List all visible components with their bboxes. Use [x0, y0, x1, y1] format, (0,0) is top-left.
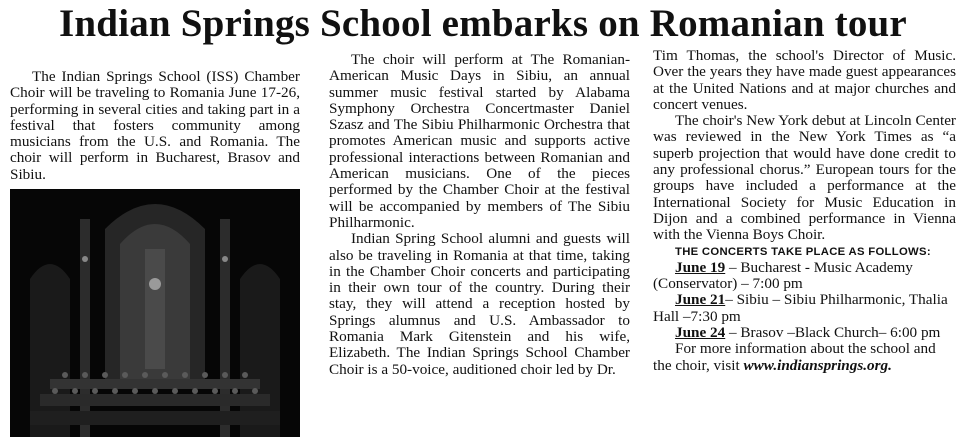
schedule-detail: – Bucharest - Music Academy (Conservator) – 7:00 pm	[653, 258, 913, 293]
schedule-heading: THE CONCERTS TAKE PLACE AS FOLLOWS:	[675, 245, 931, 258]
schedule-date: June 21	[675, 291, 726, 309]
column-1	[10, 69, 300, 183]
intro-paragraph: The Indian Springs School (ISS) Chamber Choir will be traveling to Romania June 17-26, performing in several cities and taking part in a festival that fosters community among musicians from the U.S. and Romania. The choir will perform in Bucharest, Brasov and Sibiu.	[10, 68, 300, 183]
closing-text: For more information about the school and the choir, visit	[653, 340, 936, 374]
closing-paragraph	[653, 341, 956, 374]
alumni-paragraph: Indian Spring School alumni and guests will also be traveling in Romania at that time, taking in the Chamber Choir concerts and participating in their own tour of the country. During their stay, they will attend a reception hosted by Springs alumnus and U.S. Ambassador to Romania Mark Gitenstein and his wife, Elizabeth. The Indian Springs School Chamber Choir is a 50-voice, auditioned choir led by Dr.	[329, 230, 630, 378]
schedule-item	[653, 292, 956, 325]
schedule-detail: – Brasov –Black Church– 6:00 pm	[725, 324, 941, 342]
festival-paragraph: The choir will perform at The Romanian-American Music Days in Sibiu, an annual summer music festival started by Alabama Symphony Orchestra Concertmaster Daniel Szasz and The Sibiu Philharmonic Orchestra that promotes American music and supports active professional interactions between Romanian and American musicians. One of the pieces performed by the Chamber Choir at the festival will be accompanied by members of The Sibiu Philharmonic.	[329, 51, 630, 231]
column-3	[653, 48, 956, 374]
director-paragraph: Tim Thomas, the school's Director of Music. Over the years they have made guest appearances at the United Nations and at major churches and concert venues.	[653, 47, 956, 113]
new-york-paragraph: The choir's New York debut at Lincoln Center was reviewed in the New York Times as “a superb projection that would have done credit to any professional chorus.” European tours for the groups have included a performance at the International Society for Music Education in Dijon and a combined performance in Vienna with the Vienna Boys Choir.	[653, 112, 956, 244]
choir-photo	[10, 189, 300, 437]
headline: Indian Springs School embarks on Romanian tour	[59, 2, 907, 45]
column-2	[329, 52, 630, 378]
schedule-item	[653, 325, 956, 341]
schedule-item	[653, 260, 956, 293]
schedule-date: June 24	[675, 324, 726, 342]
website-url: www.indiansprings.org.	[743, 356, 892, 374]
schedule-detail: – Sibiu – Sibiu Philharmonic, Thalia Hall –7:30 pm	[653, 291, 948, 325]
schedule-date: June 19	[675, 258, 726, 276]
